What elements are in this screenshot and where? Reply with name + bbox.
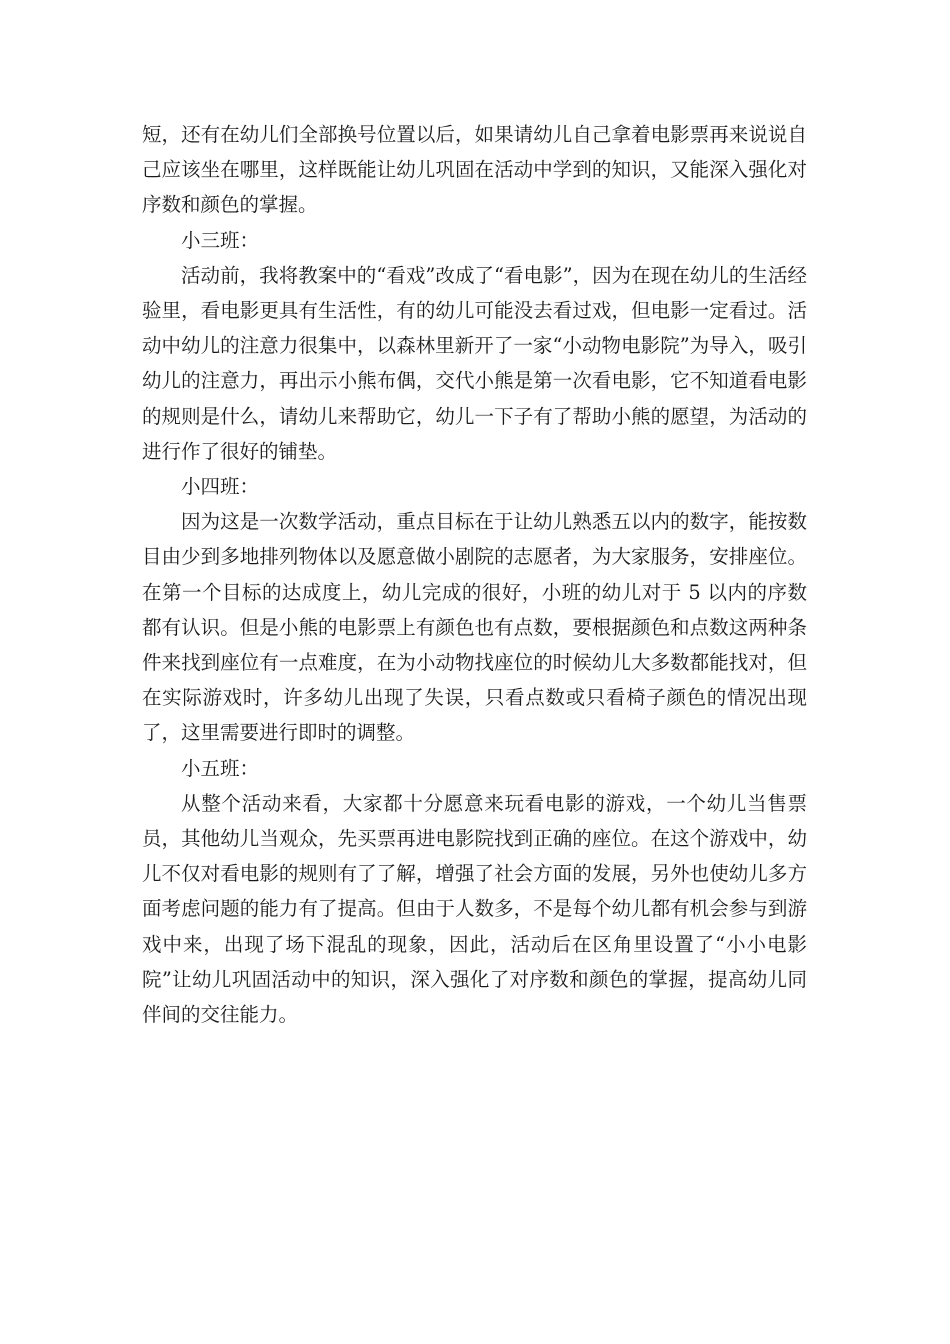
section-heading-class-4: 小四班： xyxy=(181,475,260,499)
paragraph-class-5: 从整个活动来看，大家都十分愿意来玩看电影的游戏，一个幼儿当售票员，其他幼儿当观众，先买票再进电影院找到正确的座位。在这个游戏中，幼儿不仅对看电影的规则有了了解，增强了社会方面的发展，另外也使幼儿多方面考虑问题的能力有了提高。但由于人数多，不是每个幼儿都有机会参与到游戏中来，出现了场下混乱的现象，因此，活动后在区角里设置了“小小电影院”让幼儿巩固活动中的知识，深入强化了对序数和颜色的掌握，提高幼儿同伴间的交往能力。 xyxy=(142,791,807,1027)
document-body xyxy=(142,117,807,1032)
paragraph-continued: 短，还有在幼儿们全部换号位置以后，如果请幼儿自己拿着电影票再来说说自己应该坐在哪里，这样既能让幼儿巩固在活动中学到的知识，又能深入强化对序数和颜色的掌握。 xyxy=(142,123,807,217)
paragraph-class-4: 因为这是一次数学活动，重点目标在于让幼儿熟悉五以内的数字，能按数目由少到多地排列物体以及愿意做小剧院的志愿者，为大家服务，安排座位。在第一个目标的达成度上，幼儿完成的很好，小班的幼儿对于 5 以内的序数都有认识。但是小熊的电影票上有颜色也有点数，要根据颜色和点数这两种条件来找到座位有一点难度，在为小动物找座位的时候幼儿大多数都能找对，但在实际游戏时，许多幼儿出现了失误，只看点数或只看椅子颜色的情况出现了，这里需要进行即时的调整。 xyxy=(142,510,807,745)
section-heading-class-5: 小五班： xyxy=(181,756,260,780)
paragraph-class-3: 活动前，我将教案中的“看戏”改成了“看电影”，因为在现在幼儿的生活经验里，看电影更具有生活性，有的幼儿可能没去看过戏，但电影一定看过。活动中幼儿的注意力很集中，以森林里新开了一家“小动物电影院”为导入，吸引幼儿的注意力，再出示小熊布偶，交代小熊是第一次看电影，它不知道看电影的规则是什么，请幼儿来帮助它，幼儿一下子有了帮助小熊的愿望，为活动的进行作了很好的铺垫。 xyxy=(142,263,807,463)
section-heading-class-3: 小三班： xyxy=(181,228,260,252)
